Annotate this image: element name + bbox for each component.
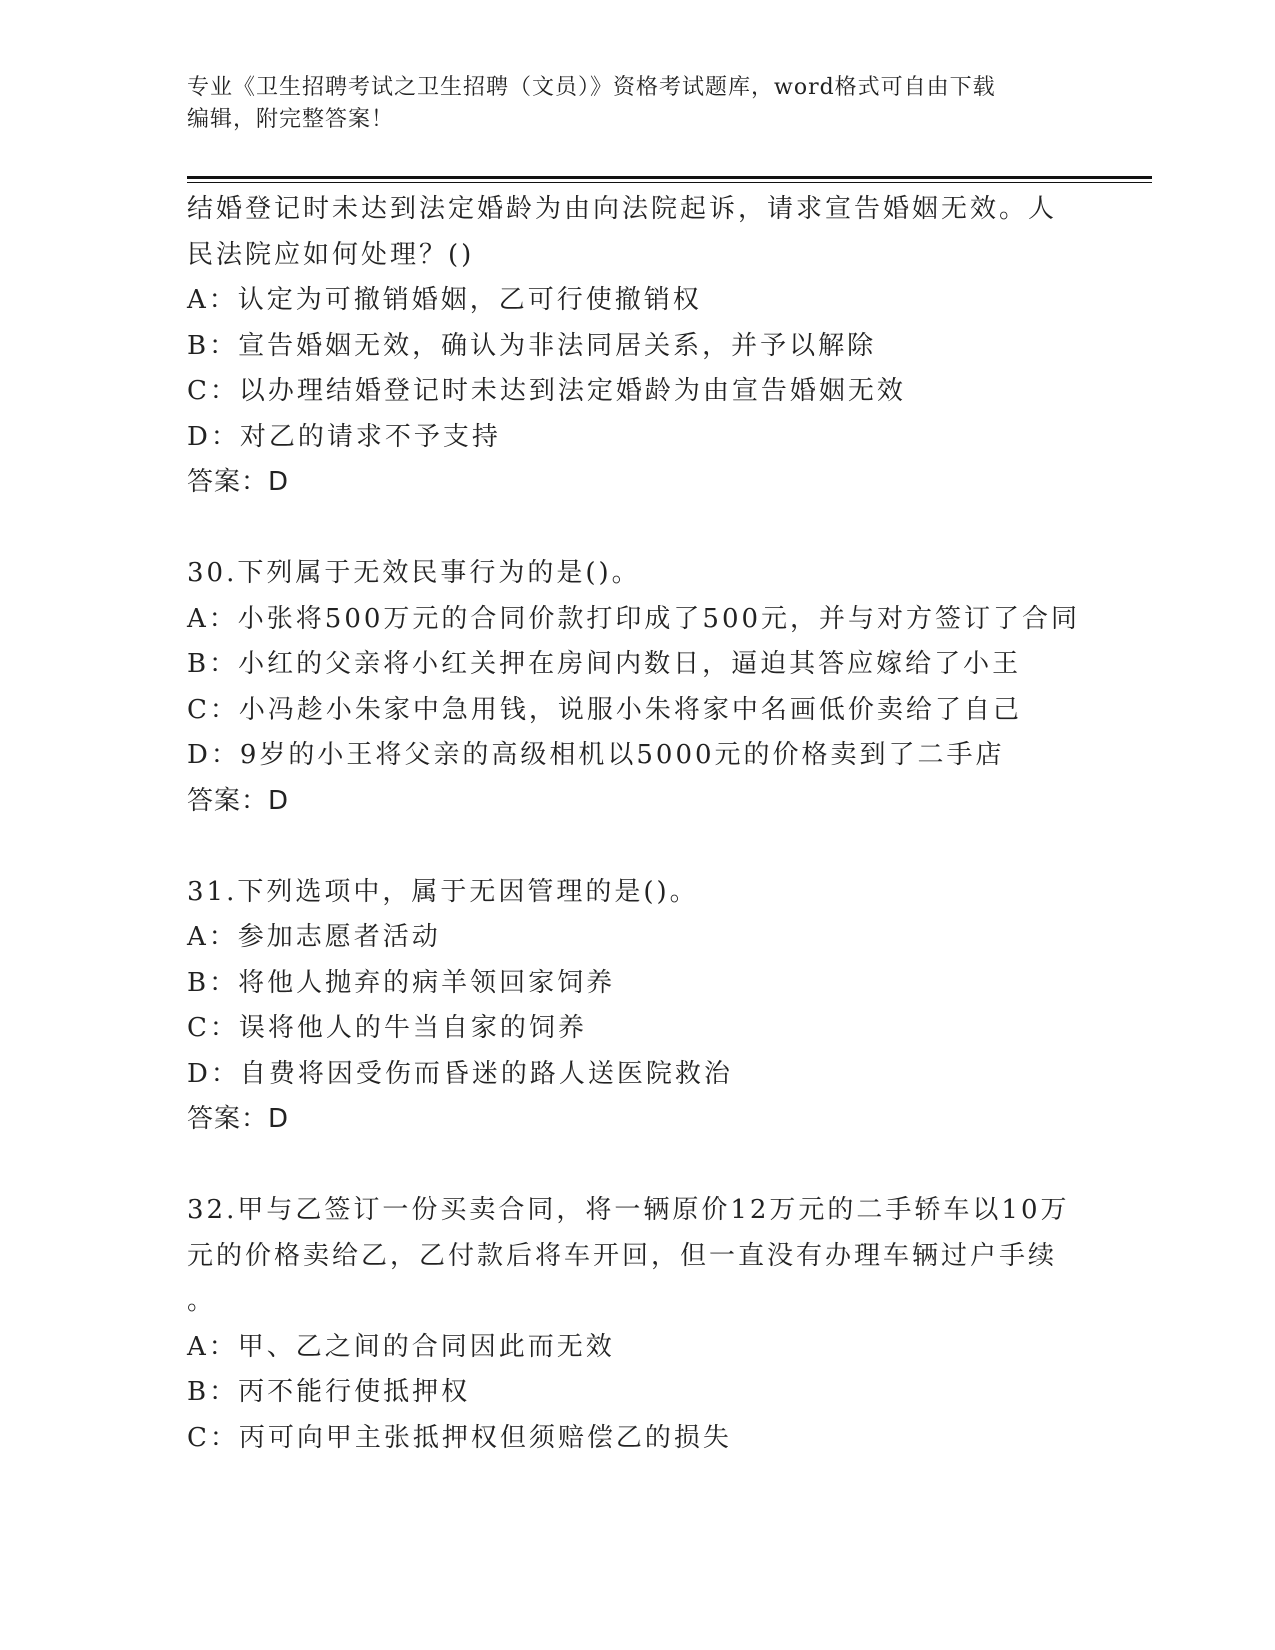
option-a: A：认定为可撤销婚姻，乙可行使撤销权 bbox=[187, 285, 702, 315]
header-line-1: 专业《卫生招聘考试之卫生招聘（文员）》资格考试题库，word格式可自由下载 bbox=[187, 75, 996, 100]
question-stem: 30.下列属于无效民事行为的是()。 bbox=[187, 558, 641, 588]
option-b: B：宣告婚姻无效，确认为非法同居关系，并予以解除 bbox=[187, 330, 877, 361]
option-d: D：9岁的小王将父亲的高级相机以5000元的价格卖到了二手店 bbox=[187, 740, 1005, 770]
option-c: C：误将他人的牛当自家的饲养 bbox=[187, 1013, 587, 1043]
option-a: A：小张将500万元的合同价款打印成了500元，并与对方签订了合同 bbox=[187, 603, 1081, 634]
option-a: A：甲、乙之间的合同因此而无效 bbox=[187, 1331, 615, 1362]
option-b: B：丙不能行使抵押权 bbox=[187, 1377, 471, 1407]
question-stem: 31.下列选项中，属于无因管理的是()。 bbox=[187, 876, 699, 907]
question-stem: 结婚登记时未达到法定婚龄为由向法院起诉，请求宣告婚姻无效。人 bbox=[187, 194, 1058, 224]
option-c: C：以办理结婚登记时未达到法定婚龄为由宣告婚姻无效 bbox=[187, 376, 906, 406]
option-d: D：自费将因受伤而昏迷的路人送医院救治 bbox=[187, 1058, 733, 1089]
option-d: D：对乙的请求不予支持 bbox=[187, 421, 501, 452]
option-a: A：参加志愿者活动 bbox=[187, 922, 441, 952]
spacer bbox=[187, 1143, 1087, 1189]
header-line-2: 编辑，附完整答案！ bbox=[187, 107, 395, 132]
question-stem: 。 bbox=[187, 1286, 217, 1316]
question-stem: 32.甲与乙签订一份买卖合同，将一辆原价12万元的二手轿车以10万 bbox=[187, 1195, 1070, 1225]
question-31 bbox=[187, 870, 1087, 1143]
question-list bbox=[187, 187, 1087, 1461]
answer: 答案：D bbox=[187, 1104, 290, 1134]
option-b: B：将他人抛弃的病羊领回家饲养 bbox=[187, 967, 616, 998]
header-divider-thick bbox=[187, 176, 1152, 179]
spacer bbox=[187, 506, 1087, 552]
spacer bbox=[187, 824, 1087, 870]
question-32 bbox=[187, 1188, 1087, 1461]
option-b: B：小红的父亲将小红关押在房间内数日，逼迫其答应嫁给了小王 bbox=[187, 649, 1022, 679]
question-30 bbox=[187, 551, 1087, 824]
header-divider-thin bbox=[187, 182, 1152, 183]
answer: 答案：D bbox=[187, 467, 290, 497]
question-stem: 元的价格卖给乙，乙付款后将车开回，但一直没有办理车辆过户手续 bbox=[187, 1240, 1058, 1271]
option-c: C：丙可向甲主张抵押权但须赔偿乙的损失 bbox=[187, 1422, 732, 1453]
question-stem: 民法院应如何处理？() bbox=[187, 239, 475, 270]
document-header bbox=[187, 72, 1067, 136]
answer: 答案：D bbox=[187, 785, 290, 816]
question-29 bbox=[187, 187, 1087, 506]
option-c: C：小冯趁小朱家中急用钱，说服小朱将家中名画低价卖给了自己 bbox=[187, 694, 1022, 725]
